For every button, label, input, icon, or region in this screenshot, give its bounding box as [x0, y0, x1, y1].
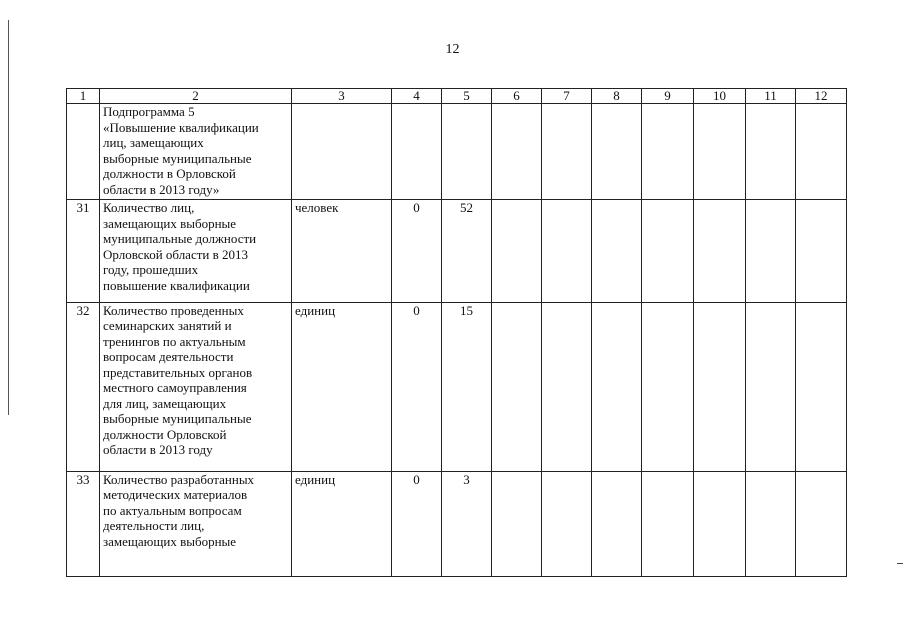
empty-cell — [642, 471, 694, 576]
table-row — [67, 200, 847, 302]
description-cell: Количество проведенных семинарских занятий и тренингов по актуальным вопросам деятельности представительных органов местного самоуправления для лиц, замещающих выборные муниципальные должности Орловской области в 2013 году — [100, 302, 292, 471]
empty-cell — [642, 302, 694, 471]
description-cell: Подпрограмма 5 «Повышение квалификации лиц, замещающих выборные муниципальные должности в Орловской области в 2013 году» — [100, 104, 292, 200]
row-number-cell: 33 — [67, 471, 100, 576]
unit-cell — [292, 104, 392, 200]
value-cell-col5 — [442, 104, 492, 200]
table-header-row — [67, 89, 847, 104]
empty-cell — [492, 302, 542, 471]
column-header: 7 — [542, 89, 592, 104]
column-header: 11 — [746, 89, 796, 104]
column-header: 9 — [642, 89, 694, 104]
empty-cell — [796, 302, 847, 471]
empty-cell — [796, 471, 847, 576]
row-number-cell: 32 — [67, 302, 100, 471]
value-cell-col4 — [392, 104, 442, 200]
edge-dash-mark — [897, 563, 903, 564]
unit-cell: единиц — [292, 471, 392, 576]
column-header: 8 — [592, 89, 642, 104]
empty-cell — [694, 302, 746, 471]
column-header: 12 — [796, 89, 847, 104]
description-cell: Количество разработанных методических материалов по актуальным вопросам деятельности лиц, замещающих выборные — [100, 471, 292, 576]
page-number: 12 — [445, 42, 460, 57]
empty-cell — [694, 471, 746, 576]
empty-cell — [694, 104, 746, 200]
table-row — [67, 302, 847, 471]
column-header: 1 — [67, 89, 100, 104]
indicators-table — [66, 88, 847, 577]
unit-cell: единиц — [292, 302, 392, 471]
empty-cell — [492, 104, 542, 200]
column-header: 6 — [492, 89, 542, 104]
empty-cell — [492, 200, 542, 302]
column-header: 2 — [100, 89, 292, 104]
value-cell-col5: 3 — [442, 471, 492, 576]
value-cell-col5: 52 — [442, 200, 492, 302]
value-cell-col4: 0 — [392, 302, 442, 471]
column-header: 3 — [292, 89, 392, 104]
description-cell: Количество лиц, замещающих выборные муниципальные должности Орловской области в 2013 году, прошедших повышение квалификации — [100, 200, 292, 302]
row-number-cell: 31 — [67, 200, 100, 302]
column-header: 5 — [442, 89, 492, 104]
empty-cell — [492, 471, 542, 576]
empty-cell — [746, 302, 796, 471]
table-row — [67, 104, 847, 200]
value-cell-col5: 15 — [442, 302, 492, 471]
empty-cell — [592, 302, 642, 471]
empty-cell — [694, 200, 746, 302]
empty-cell — [746, 471, 796, 576]
value-cell-col4: 0 — [392, 471, 442, 576]
empty-cell — [642, 200, 694, 302]
empty-cell — [592, 104, 642, 200]
unit-cell: человек — [292, 200, 392, 302]
left-margin-line — [8, 20, 9, 415]
empty-cell — [746, 200, 796, 302]
empty-cell — [592, 471, 642, 576]
empty-cell — [642, 104, 694, 200]
value-cell-col4: 0 — [392, 200, 442, 302]
empty-cell — [796, 200, 847, 302]
column-header: 10 — [694, 89, 746, 104]
column-header: 4 — [392, 89, 442, 104]
empty-cell — [542, 104, 592, 200]
empty-cell — [746, 104, 796, 200]
empty-cell — [796, 104, 847, 200]
row-number-cell — [67, 104, 100, 200]
table-row — [67, 471, 847, 576]
empty-cell — [542, 200, 592, 302]
empty-cell — [542, 302, 592, 471]
empty-cell — [592, 200, 642, 302]
empty-cell — [542, 471, 592, 576]
